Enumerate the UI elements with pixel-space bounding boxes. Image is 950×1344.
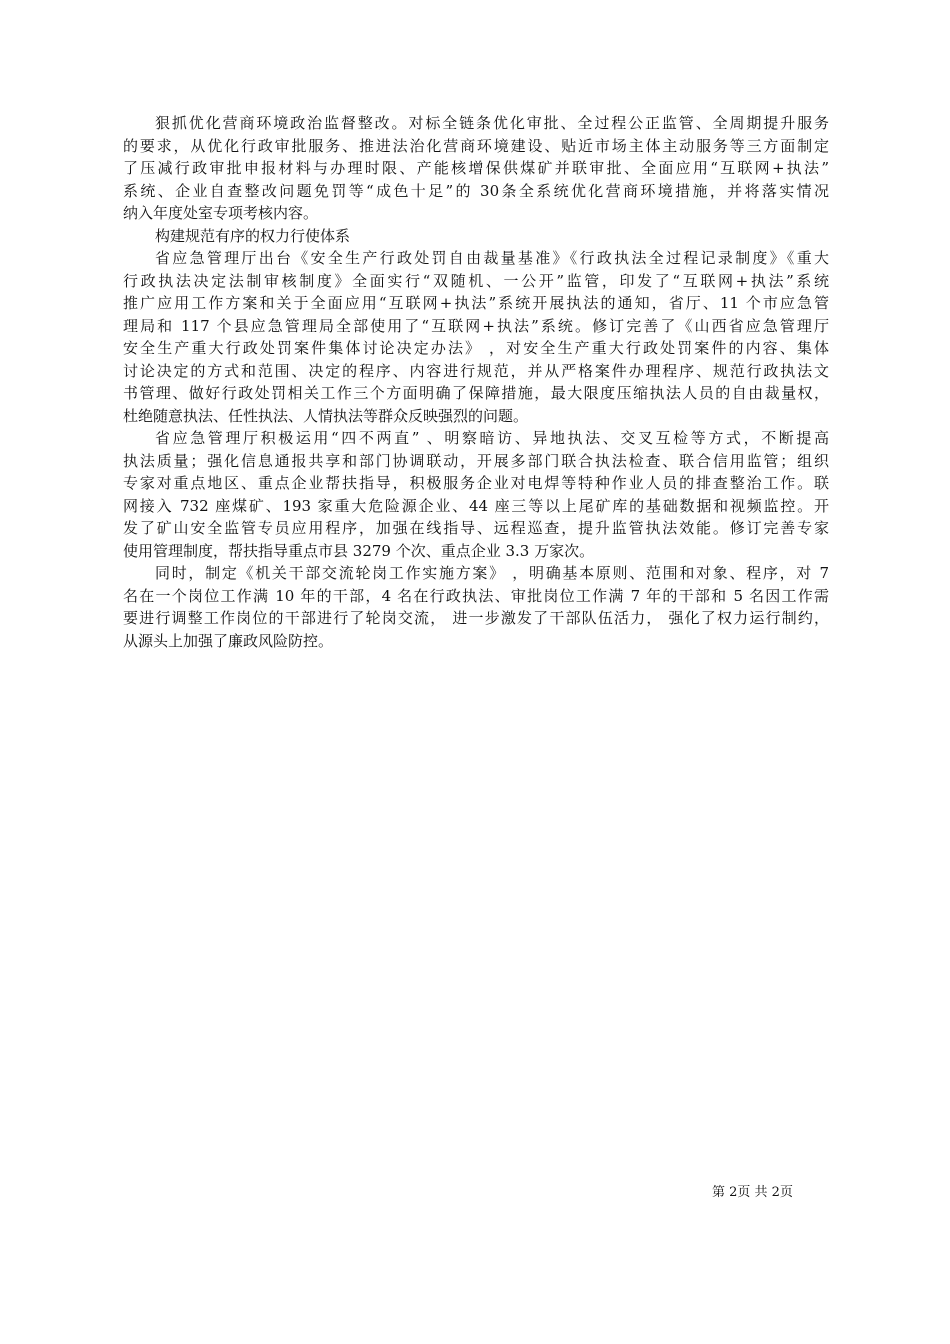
paragraph — [123, 562, 829, 652]
text-line: 纳入年度处室专项考核内容。 — [123, 204, 319, 222]
text-line: 要进行调整工作岗位的干部进行了轮岗交流， 进一步激发了干部队伍活力， 强化了权力运行制约， — [123, 609, 829, 627]
text-line: 发了矿山安全监管专员应用程序，加强在线指导、远程巡查，提升监管执法效能。修订完善专家 — [123, 519, 829, 537]
text-line: 省应急管理厅积极运用“四不两直” 、明察暗访、异地执法、交叉互检等方式，不断提高 — [155, 429, 829, 447]
paragraph — [123, 247, 829, 427]
text-line: 狠抓优化营商环境政治监督整改。对标全链条优化审批、全过程公正监管、全周期提升服务 — [155, 114, 829, 132]
text-line: 同时，制定《机关干部交流轮岗工作实施方案》 ，明确基本原则、范围和对象、程序，对 7 — [155, 564, 829, 582]
text-line: 书管理、做好行政处罚相关工作三个方面明确了保障措施，最大限度压缩执法人员的自由裁量权， — [123, 384, 829, 402]
section-heading — [123, 225, 829, 248]
text-line: 专家对重点地区、重点企业帮扶指导，积极服务企业对电焊等特种作业人员的排查整治工作。联 — [123, 474, 829, 492]
text-line: 杜绝随意执法、任性执法、人情执法等群众反映强烈的问题。 — [123, 406, 529, 425]
text-line: 了压减行政审批申报材料与办理时限、产能核增保供煤矿并联审批、全面应用“互联网+执法” — [123, 159, 829, 177]
text-line: 网接入 732 座煤矿、193 家重大危险源企业、44 座三等以上尾矿库的基础数据和视频监控。开 — [123, 496, 829, 515]
page-number: 第 2页 共 2页 — [712, 1185, 793, 1200]
paragraph — [123, 112, 829, 225]
text-line: 行政执法决定法制审核制度》全面实行“双随机、一公开”监管，印发了“互联网+执法”系统 — [123, 271, 829, 290]
text-line: 构建规范有序的权力行使体系 — [155, 226, 351, 245]
text-line: 名在一个岗位工作满 10 年的干部，4 名在行政执法、审批岗位工作满 7 年的干部和 5 名因工作需 — [123, 586, 829, 605]
document-body — [123, 112, 829, 652]
text-line: 执法质量；强化信息通报共享和部门协调联动，开展多部门联合执法检查、联合信用监管；组织 — [123, 451, 829, 470]
text-line: 安全生产重大行政处罚案件集体讨论决定办法》 ，对安全生产重大行政处罚案件的内容、集体 — [123, 339, 829, 357]
text-line: 的要求，从优化行政审批服务、推进法治化营商环境建设、贴近市场主体主动服务等三方面制定 — [123, 136, 829, 155]
paragraph — [123, 427, 829, 562]
text-line: 省应急管理厅出台《安全生产行政处罚自由裁量基准》《行政执法全过程记录制度》《重大 — [155, 249, 829, 267]
text-line: 使用管理制度，帮扶指导重点市县 3279 个次、重点企业 3.3 万家次。 — [123, 541, 595, 560]
text-line: 推广应用工作方案和关于全面应用“互联网+执法”系统开展执法的通知，省厅、11 个市应急管 — [123, 294, 829, 312]
text-line: 从源头上加强了廉政风险防控。 — [123, 631, 334, 650]
text-line: 系统、企业自查整改问题免罚等“成色十足”的 30条全系统优化营商环境措施，并将落实情况 — [123, 181, 829, 200]
text-line: 理局和 117 个县应急管理局全部使用了“互联网+执法”系统。修订完善了《山西省应急管理厅 — [123, 316, 829, 335]
text-line: 讨论决定的方式和范围、决定的程序、内容进行规范，并从严格案件办理程序、规范行政执法文 — [123, 361, 829, 380]
